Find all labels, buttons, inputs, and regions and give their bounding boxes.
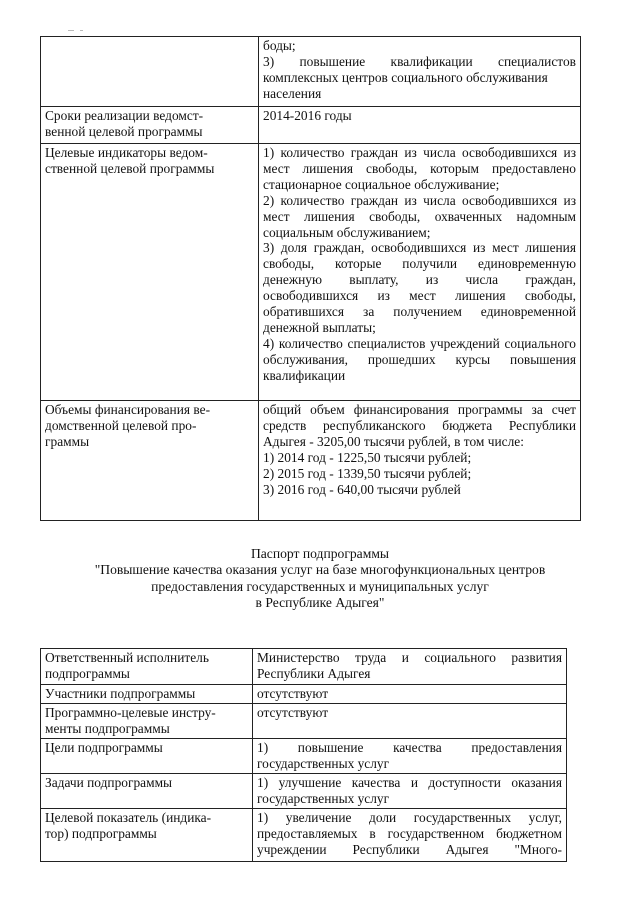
row-label: Задачи подпрограммы — [41, 774, 253, 809]
row-label: Сроки реализации ведомст- венной целевой программы — [41, 107, 259, 144]
subprogram-passport-title: Паспорт подпрограммы "Повышение качества оказания услуг на базе многофункциональных центров предоставления государственных и муниципальных услуг в Республике Адыгея" — [94, 546, 546, 611]
program-passport-table-continued — [40, 36, 581, 521]
row-value: 1) улучшение качества и доступности оказания государственных услуг — [253, 774, 567, 809]
table-row — [41, 107, 581, 144]
table-row — [41, 401, 581, 521]
table-row — [41, 685, 567, 704]
subprogram-passport-table — [40, 648, 567, 862]
row-value: 1) увеличение доли государственных услуг, предоставляемых в государственном бюджетном учреждении Республики Адыгея "Много- — [253, 809, 567, 862]
row-value: Министерство труда и социального развития Республики Адыгея — [253, 649, 567, 685]
row-value: отсутствуют — [253, 704, 567, 739]
row-value: 2014-2016 годы — [259, 107, 581, 144]
scan-speck — [80, 30, 83, 31]
table-row — [41, 774, 567, 809]
table-row — [41, 37, 581, 107]
row-value: общий объем финансирования программы за счет средств республиканского бюджета Республики Адыгея - 3205,00 тысячи рублей, в том числе: 1) 2014 год - 1225,50 тысячи рублей; 2) 2015 год - 1339,50 тысячи рублей; 3) 2016 год - 640,00 тысячи рублей — [259, 401, 581, 521]
row-label: Ответственный исполнитель подпрограммы — [41, 649, 253, 685]
row-value: 1) повышение качества предоставления государственных услуг — [253, 739, 567, 774]
scan-speck — [68, 30, 74, 31]
table-row — [41, 739, 567, 774]
row-label — [41, 37, 259, 107]
table-row — [41, 649, 567, 685]
row-label: Цели подпрограммы — [41, 739, 253, 774]
row-label: Программно-целевые инстру- менты подпрограммы — [41, 704, 253, 739]
row-label: Целевые индикаторы ведом- ственной целевой программы — [41, 144, 259, 401]
table-row — [41, 809, 567, 862]
row-value: отсутствуют — [253, 685, 567, 704]
row-label: Участники подпрограммы — [41, 685, 253, 704]
table-row — [41, 704, 567, 739]
table-row — [41, 144, 581, 401]
row-value: 1) количество граждан из числа освободившихся из мест лишения свободы, которым предоставлено стационарное социальное обслуживание; 2) количество граждан из числа освободившихся из мест лишения свободы, охваченных надомным социальным обслуживанием; 3) доля граждан, освободившихся из мест лишения свободы, которые получили единовременную денежную выплату, из числа граждан, освободившихся из мест лишения свободы, обратившихся за получением единовременной денежной выплаты; 4) количество специалистов учреждений социального обслуживания, прошедших курсы повышения квалификации — [259, 144, 581, 401]
row-label: Объемы финансирования ве- домственной целевой про- граммы — [41, 401, 259, 521]
row-label: Целевой показатель (индика- тор) подпрограммы — [41, 809, 253, 862]
row-value: боды; 3) повышение квалификации специалистов комплексных центров социального обслуживания населения — [259, 37, 581, 107]
